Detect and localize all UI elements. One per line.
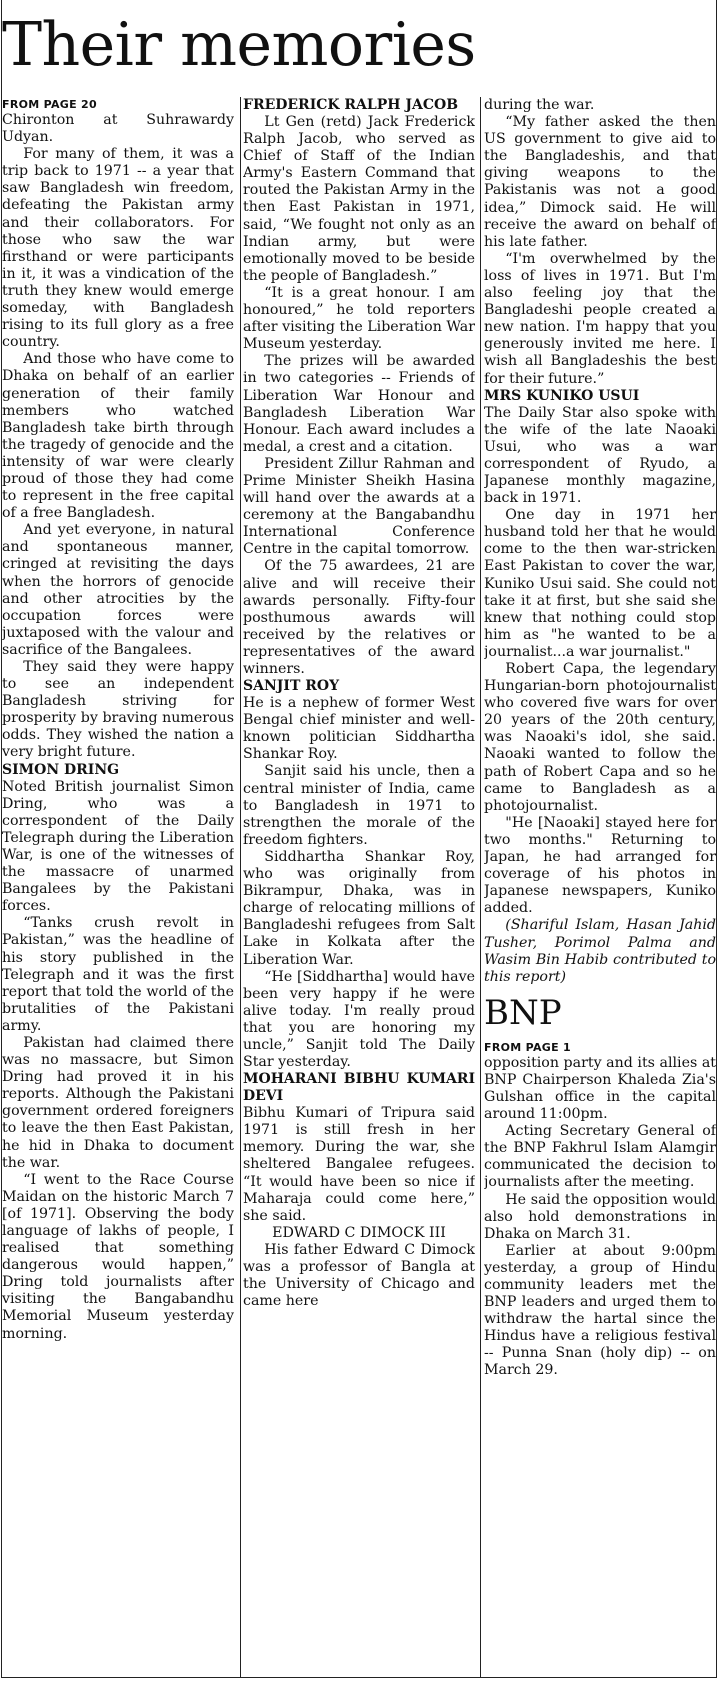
paragraph: opposition party and its allies at BNP Chairperson Khaleda Zia's Gulshan office in the capital around 11:00pm. bbox=[484, 1054, 716, 1123]
column-1 bbox=[2, 97, 234, 1677]
subhead: MRS KUNIKO USUI bbox=[484, 387, 640, 404]
column-rule bbox=[480, 97, 481, 1677]
paragraph: For many of them, it was a trip back to 1971 -- a year that saw Bangladesh win freedom, defeating the Pakistan army and their collaborators. For those who saw the war firsthand or were participants in it, it was a vindication of the truth they knew would emerge someday, with Bangladesh rising to its full glory as a free country. bbox=[2, 146, 234, 351]
paragraph: And those who have come to Dhaka on behalf of an earlier generation of their family members who watched Bangladesh take birth through the tragedy of genocide and the intensity of war were clearly proud of those they had come to represent in the free capital of a free Bangladesh. bbox=[2, 351, 234, 522]
paragraph: “Tanks crush revolt in Pakistan,” was the headline of his story published in the Telegraph and it was the first report that told the world of the brutalities of the Pakistani army. bbox=[2, 915, 234, 1034]
paragraph: And yet everyone, in natural and spontaneous manner, cringed at revisiting the days when the horrors of genocide and other atrocities by the occupation forces were juxtaposed with the valour and sacrifice of the Bangalees. bbox=[2, 522, 234, 658]
subhead: SIMON DRING bbox=[2, 761, 120, 778]
credit-line: (Shariful Islam, Hasan Jahid Tusher, Porimol Palma and Wasim Bin Habib contributed to this report) bbox=[484, 917, 716, 985]
paragraph: "He [Naoaki] stayed here for two months." Returning to Japan, he had arranged for coverage of his photos in Japanese newspapers, Kuniko added. bbox=[484, 814, 716, 917]
paragraph: “He [Siddhartha] would have been very happy if he were alive today. I'm really proud that you are honoring my uncle,” Sanjit told The Daily Star yesterday. bbox=[243, 968, 475, 1071]
subhead: FREDERICK RALPH JACOB bbox=[243, 97, 459, 113]
paragraph: Earlier at about 9:00pm yesterday, a group of Hindu community leaders met the BNP leaders and urged them to withdraw the hartal since the Hindus have a religious festival -- Punna Snan (holy dip) -- on March 29. bbox=[484, 1242, 716, 1379]
paragraph: Sanjit said his uncle, then a central minister of India, came to Bangladesh in 1971 to strengthen the morale of the freedom fighters. bbox=[243, 763, 475, 848]
paragraph: The prizes will be awarded in two categories -- Friends of Liberation War Honour and Bangladesh Liberation War Honour. Each award includes a medal, a crest and a citation. bbox=[243, 353, 475, 455]
paragraph: He is a nephew of former West Bengal chief minister and well-known politician Siddhartha Shankar Roy. bbox=[243, 695, 475, 763]
paragraph: Acting Secretary General of the BNP Fakhrul Islam Alamgir communicated the decision to journalists after the meeting. bbox=[484, 1123, 716, 1191]
paragraph: Pakistan had claimed there was no massacre, but Simon Dring had proved it in his reports. Although the Pakistani government ordered foreigners to leave the then East Pakistan, he hid in Dhaka to document the war. bbox=[2, 1034, 234, 1171]
paragraph: The Daily Star also spoke with the wife of the late Naoaki Usui, who was a war correspondent of Ryudo, a Japanese monthly magazine, back in 1971. bbox=[484, 404, 716, 507]
subhead: MOHARANI BIBHU KUMARI DEVI bbox=[243, 1071, 475, 1105]
paragraph: One day in 1971 her husband told her that he would come to the then war-stricken East Pakistan to cover the war, Kuniko Usui said. She could not take it at first, but she said she knew that nothing could stop him as "he wanted to be a journalist...a war journalist." bbox=[484, 507, 716, 660]
subhead: SANJIT ROY bbox=[243, 678, 340, 695]
paragraph: “I went to the Race Course Maidan on the historic March 7 [of 1971]. Observing the body language of lakhs of people, I realised that something dangerous would happen,” Dring told journalists after visiting the Bangabandhu Memorial Museum yesterday morning. bbox=[2, 1171, 234, 1342]
kicker: FROM PAGE 20 bbox=[2, 98, 97, 111]
second-headline: BNP bbox=[484, 992, 562, 1033]
subhead-plain: EDWARD C DIMOCK III bbox=[272, 1224, 446, 1241]
column-3 bbox=[484, 97, 716, 1677]
paragraph: They said they were happy to see an independent Bangladesh striving for prosperity by braving numerous odds. They wished the nation a very bright future. bbox=[2, 659, 234, 761]
paragraph: “My father asked the then US government to give aid to the Bangladeshis, and that giving weapons to the Pakistanis was not a good idea,” Dimock said. He will receive the award on behalf of his late father. bbox=[484, 114, 716, 250]
paragraph: His father Edward C Dimock was a professor of Bangla at the University of Chicago and came here bbox=[243, 1241, 475, 1310]
paragraph: “I'm overwhelmed by the loss of lives in 1971. But I'm also feeling joy that the Bangladeshi people created a new nation. I'm happy that you generously invited me here. I wish all Bangladeshis the best for their future.” bbox=[484, 250, 716, 387]
paragraph: Lt Gen (retd) Jack Frederick Ralph Jacob, who served as Chief of Staff of the Indian Army's Eastern Command that routed the Pakistan Army in the then East Pakistan in 1971, said, “We fought not only as an Indian army, but were emotionally moved to be beside the people of Bangladesh.” bbox=[243, 114, 475, 284]
paragraph: Robert Capa, the legendary Hungarian-born photojournalist who covered five wars for over 20 years of the 20th century, was Naoaki's idol, she said. Naoaki wanted to follow the path of Robert Capa and so he came to Bangladesh as a photojournalist. bbox=[484, 661, 716, 814]
column-rule bbox=[240, 97, 241, 1677]
paragraph: He said the opposition would also hold demonstrations in Dhaka on March 31. bbox=[484, 1191, 716, 1242]
headline: Their memories bbox=[2, 10, 476, 80]
paragraph: “It is a great honour. I am honoured,” he told reporters after visiting the Liberation War Museum yesterday. bbox=[243, 284, 475, 353]
paragraph: Siddhartha Shankar Roy, who was originally from Bikrampur, Dhaka, was in charge of relocating millions of Bangladeshi refugees from Salt Lake in Kolkata after the Liberation War. bbox=[243, 848, 475, 968]
paragraph: Of the 75 awardees, 21 are alive and will receive their awards personally. Fifty-four posthumous awards will received by the relatives or representatives of the award winners. bbox=[243, 558, 475, 677]
paragraph: during the war. bbox=[484, 97, 595, 113]
paragraph: Noted British journalist Simon Dring, who was a correspondent of the Daily Telegraph during the Liberation War, is one of the witnesses of the massacre of unarmed Bangalees by the Pakistani forces. bbox=[2, 778, 234, 915]
column-2 bbox=[243, 97, 475, 1677]
paragraph: President Zillur Rahman and Prime Minister Sheikh Hasina will hand over the awards at a ceremony at the Bangabandhu International Conference Centre in the capital tomorrow. bbox=[243, 455, 475, 558]
paragraph: Chironton at Suhrawardy Udyan. bbox=[2, 112, 234, 146]
kicker: FROM PAGE 1 bbox=[484, 1040, 572, 1054]
paragraph: Bibhu Kumari of Tripura said 1971 is still fresh in her memory. During the war, she sheltered Bangalee refugees. “It would have been so nice if Maharaja could come here,” she said. bbox=[243, 1105, 475, 1224]
